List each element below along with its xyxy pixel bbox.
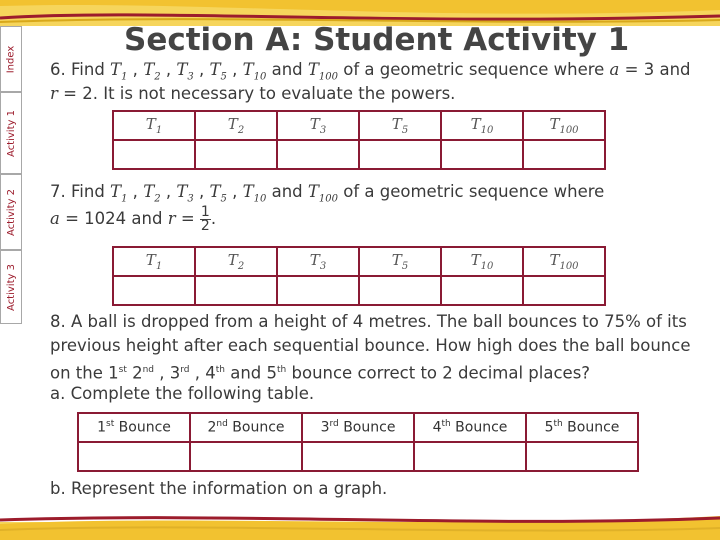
tab-activity-1[interactable]	[0, 92, 22, 174]
tab-index-label: Index	[5, 45, 17, 73]
answer-cell[interactable]	[113, 140, 195, 169]
fraction-one-half: $\frac{1}{2}$	[200, 204, 210, 234]
answer-cell[interactable]	[195, 140, 277, 169]
term-T100: $T_{100}$	[307, 60, 339, 83]
table-header-row	[113, 111, 605, 140]
answer-cell[interactable]	[526, 442, 638, 471]
table-header-cell: $T_2$	[195, 247, 277, 276]
bottom-decorative-band	[0, 510, 720, 540]
table-header-cell: $T_1$	[113, 247, 195, 276]
term-T2: $T_2$	[143, 60, 161, 83]
answer-cell[interactable]	[523, 276, 605, 305]
question-7-line-1: 7. Find $T_1$ , $T_2$ , $T_3$ , $T_5$ , $T_{10}$ and $T_{100}$ of a geometric sequence where	[50, 182, 605, 205]
question-8-part-a: a. Complete the following table.	[50, 384, 315, 403]
answer-cell[interactable]	[78, 442, 190, 471]
table-header-cell: $T_{10}$	[441, 111, 523, 140]
question-7-line-2: a = 1024 and r = $\frac{1}{2}$ .	[50, 204, 217, 234]
question-6-line-1: 6. Find $T_1$ , $T_2$ , $T_3$ , $T_5$ , $T_{10}$ and $T_{100}$ of a geometric sequence where a = 3 and	[50, 60, 691, 83]
answer-cell[interactable]	[302, 442, 414, 471]
table-header-row	[113, 247, 605, 276]
answer-row	[113, 276, 605, 305]
answer-cell[interactable]	[359, 276, 441, 305]
answer-row	[113, 140, 605, 169]
answer-cell[interactable]	[441, 276, 523, 305]
table-header-cell: $T_3$	[277, 247, 359, 276]
question-8-part-b: b. Represent the information on a graph.	[50, 479, 388, 498]
answer-cell[interactable]	[277, 140, 359, 169]
tab-activity-1-label: Activity 1	[5, 109, 17, 157]
table-header-cell: $T_2$	[195, 111, 277, 140]
term-T3: $T_3$	[176, 60, 194, 83]
tab-activity-3-label: Activity 3	[5, 263, 17, 311]
table-header-cell: $T_5$	[359, 111, 441, 140]
question-6-line-2: r = 2. It is not necessary to evaluate the powers.	[50, 84, 456, 103]
answer-cell[interactable]	[277, 276, 359, 305]
answer-cell[interactable]	[414, 442, 526, 471]
tab-activity-3[interactable]	[0, 250, 22, 324]
page-title: Section A: Student Activity 1	[124, 22, 630, 58]
tab-activity-2[interactable]	[0, 174, 22, 250]
table-header-row	[78, 413, 638, 442]
bounce-header-cell: 2nd Bounce	[190, 413, 302, 442]
question-7-table	[112, 246, 606, 306]
answer-cell[interactable]	[441, 140, 523, 169]
answer-cell[interactable]	[113, 276, 195, 305]
table-header-cell: $T_{10}$	[441, 247, 523, 276]
table-header-cell: $T_1$	[113, 111, 195, 140]
tab-activity-2-label: Activity 2	[5, 188, 17, 236]
question-8-line-3: on the 1st 2nd , 3rd , 4th and 5th bounce correct to 2 decimal places?	[50, 363, 591, 383]
answer-cell[interactable]	[523, 140, 605, 169]
bounce-header-cell: 5th Bounce	[526, 413, 638, 442]
tab-index[interactable]	[0, 26, 22, 92]
term-T5: $T_5$	[209, 60, 227, 83]
side-navigation	[0, 26, 22, 324]
term-T10: $T_{10}$	[242, 60, 267, 83]
question-8-line-2: previous height after each sequential bounce. How high does the ball bounce	[50, 336, 691, 355]
term-T1: $T_1$	[110, 60, 128, 83]
bounce-table	[77, 412, 639, 472]
bounce-header-cell: 1st Bounce	[78, 413, 190, 442]
answer-cell[interactable]	[190, 442, 302, 471]
table-header-cell: $T_3$	[277, 111, 359, 140]
answer-row	[78, 442, 638, 471]
table-header-cell: $T_5$	[359, 247, 441, 276]
answer-cell[interactable]	[195, 276, 277, 305]
bounce-header-cell: 3rd Bounce	[302, 413, 414, 442]
question-6-table	[112, 110, 606, 170]
question-8-line-1: 8. A ball is dropped from a height of 4 metres. The ball bounces to 75% of its	[50, 312, 687, 331]
table-header-cell: $T_{100}$	[523, 247, 605, 276]
table-header-cell: $T_{100}$	[523, 111, 605, 140]
bounce-header-cell: 4th Bounce	[414, 413, 526, 442]
answer-cell[interactable]	[359, 140, 441, 169]
